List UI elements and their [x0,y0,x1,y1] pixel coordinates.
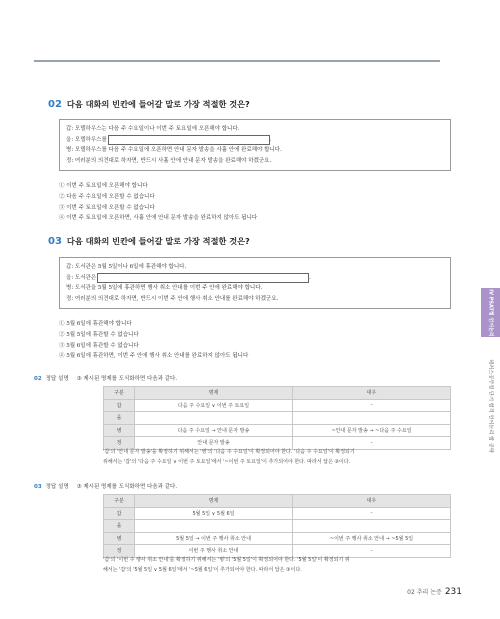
dialogue-line: 갑: 모델하우스는 다음 주 수요일이나 이번 주 토요일에 오픈해야 합니다. [66,126,240,132]
dialogue-box-02 [59,119,451,171]
table-header: 명제 [135,387,293,400]
table-cell [135,412,293,425]
table-row [104,424,451,437]
table-header: 명제 [135,495,293,508]
question-title: 다음 대화의 빈칸에 들어갈 말로 가장 적절한 것은? [66,236,250,246]
page-number: 231 [444,587,462,597]
table-row [104,507,451,520]
section-tab [481,288,500,337]
table-cell: 을 [104,412,135,425]
question-title: 다음 대화의 빈칸에 들어갈 말로 가장 적절한 것은? [66,99,250,109]
table-header: 구분 [104,387,135,400]
table-cell [135,520,293,533]
table-cell: ~이번 주 행사 취소 안내 → ~5월 5일 [293,532,451,545]
dialogue-line-blank: 을: 도서관은 . [66,273,444,284]
option: ② 5월 5일에 휴관할 수 없습니다 [59,331,139,338]
answer-intro: ③ 제시된 명제를 도식화하면 다음과 같다. [76,484,178,490]
explanation-line: '갑'의 '이번 주 행사 취소 안내'를 확정하기 위해서는 '병'의 '5월 5일'이 확정되어야 한다. '5월 5일'이 확정되기 위 [103,557,350,563]
dialogue-line: 정: 여러분의 의견대로 하자면, 반드시 이번 주 안에 행사 취소 안내를 완료해야 하겠군요. [66,295,279,302]
answer-02-explanation [103,448,448,467]
answer-label: 정답 설명 [45,376,69,382]
page-footer [407,587,462,597]
answer-02-header [34,374,177,382]
table-cell: 이번 주 행사 취소 안내 [135,545,293,558]
table-row [104,412,451,425]
table-cell [293,520,451,533]
table-cell: ~안내 문자 발송 → ~다음 주 수요일 [293,424,451,437]
table-cell: 다음 주 수요일 ∨ 이번 주 토요일 [135,399,293,412]
dialogue-line: 정: 여러분의 의견대로 하자면, 반드시 사흘 안에 안내 문자 발송을 완료해야 하겠군요. [66,157,272,164]
table-cell: 5월 5일 → 이번 주 행사 취소 안내 [135,532,293,545]
table-cell: 을 [104,520,135,533]
explanation-line: 해서는 '갑'의 '5월 5일 ∨ 5월 6일'에서 '~5월 6일'이 추가되어야 한다. 따라서 답은 ③이다. [103,566,302,573]
table-cell: - [293,507,451,520]
answer-blank [108,135,270,145]
table-row [104,532,451,545]
answer-label: 정답 설명 [45,484,69,490]
answer-02-table [103,386,451,450]
question-03-heading [48,236,250,247]
dialogue-box-03 [59,257,451,309]
explanation-line: 위해서는 '갑'의 '다음 주 수요일 ∨ 이번 주 토요일'에서 '~이번 주 토요일'이 추가되어야 한다. 따라서 답은 ③이다. [103,458,351,465]
dialogue-line-blank: 을: 모델하우스를 . [66,135,444,146]
options-02 [59,181,257,224]
option: ① 5월 6일에 휴관해야 합니다 [59,321,132,327]
question-number: 03 [48,236,62,247]
table-row [104,399,451,412]
table-cell: 안내 문자 발송 [135,437,293,450]
question-number: 02 [48,99,62,110]
table-cell: - [293,545,451,558]
table-header: 구분 [104,495,135,508]
top-rule [34,60,440,62]
dialogue-text: 을: 도서관은 [66,274,97,281]
table-cell: - [293,399,451,412]
explanation-line: '갑'의 '안내 문자 발송'을 확정하기 위해서는 '병'의 '다음 주 수요일'이 확정되어야 한다. '다음 주 수요일'이 확정되기 [103,449,355,455]
table-header-row [104,387,451,400]
dialogue-line: 병: 모델하우스를 다음 주 수요일에 오픈하면 안내 문자 발송을 사흘 안에 완료해야 합니다. [66,147,282,153]
table-cell: 정 [104,545,135,558]
option: ③ 이번 주 토요일에 오픈할 수 없습니다 [59,204,155,211]
table-cell: 다음 주 수요일 → 안내 문자 발송 [135,424,293,437]
table-cell: 갑 [104,399,135,412]
table-cell: 병 [104,532,135,545]
option: ④ 이번 주 토요일에 오픈하면, 사흘 안에 안내 문자 발송을 완료하지 않아도 됩니다 [59,215,258,222]
answer-03-explanation [103,556,448,575]
answer-blank [97,273,309,283]
chapter-side-text: 해커스공무원 단기 합격 언어논리 합 공략 [487,359,493,453]
options-03 [59,319,248,362]
section-tab-label: IV PSAT형 언어논리 [487,288,493,337]
table-header: 대우 [293,495,451,508]
dialogue-line: 갑: 도서관은 5월 5일이나 6일에 휴관해야 합니다. [66,264,187,270]
table-row [104,520,451,533]
option: ② 다음 주 수요일에 오픈할 수 없습니다 [59,193,155,200]
answer-03-header [34,482,177,490]
dialogue-text: 을: 모델하우스를 [66,136,107,143]
footer-section: 02 추리 논증 [407,589,442,596]
question-02-heading [48,99,250,110]
dialogue-line: 병: 도서관을 5월 5일에 휴관하면 행사 취소 안내를 이번 주 안에 완료해야 합니다. [66,285,263,291]
option: ① 이번 주 토요일에 오픈해야 합니다 [59,183,148,189]
table-cell [293,412,451,425]
table-cell: 갑 [104,507,135,520]
table-header-row [104,495,451,508]
answer-number: 03 [34,484,42,490]
table-header: 대우 [293,387,451,400]
answer-number: 02 [34,376,42,382]
chapter-side-label [486,346,495,466]
table-cell: 정 [104,437,135,450]
option: ③ 5월 6일에 휴관할 수 없습니다 [59,342,139,349]
table-cell: 5월 5일 ∨ 5월 6일 [135,507,293,520]
table-cell: 병 [104,424,135,437]
table-cell: - [293,437,451,450]
answer-intro: ③ 제시된 명제를 도식화하면 다음과 같다. [76,376,178,382]
option: ④ 5월 6일에 휴관하면, 이번 주 안에 행사 취소 안내를 완료하지 않아도 됩니다 [59,353,249,360]
answer-03-table [103,494,451,558]
